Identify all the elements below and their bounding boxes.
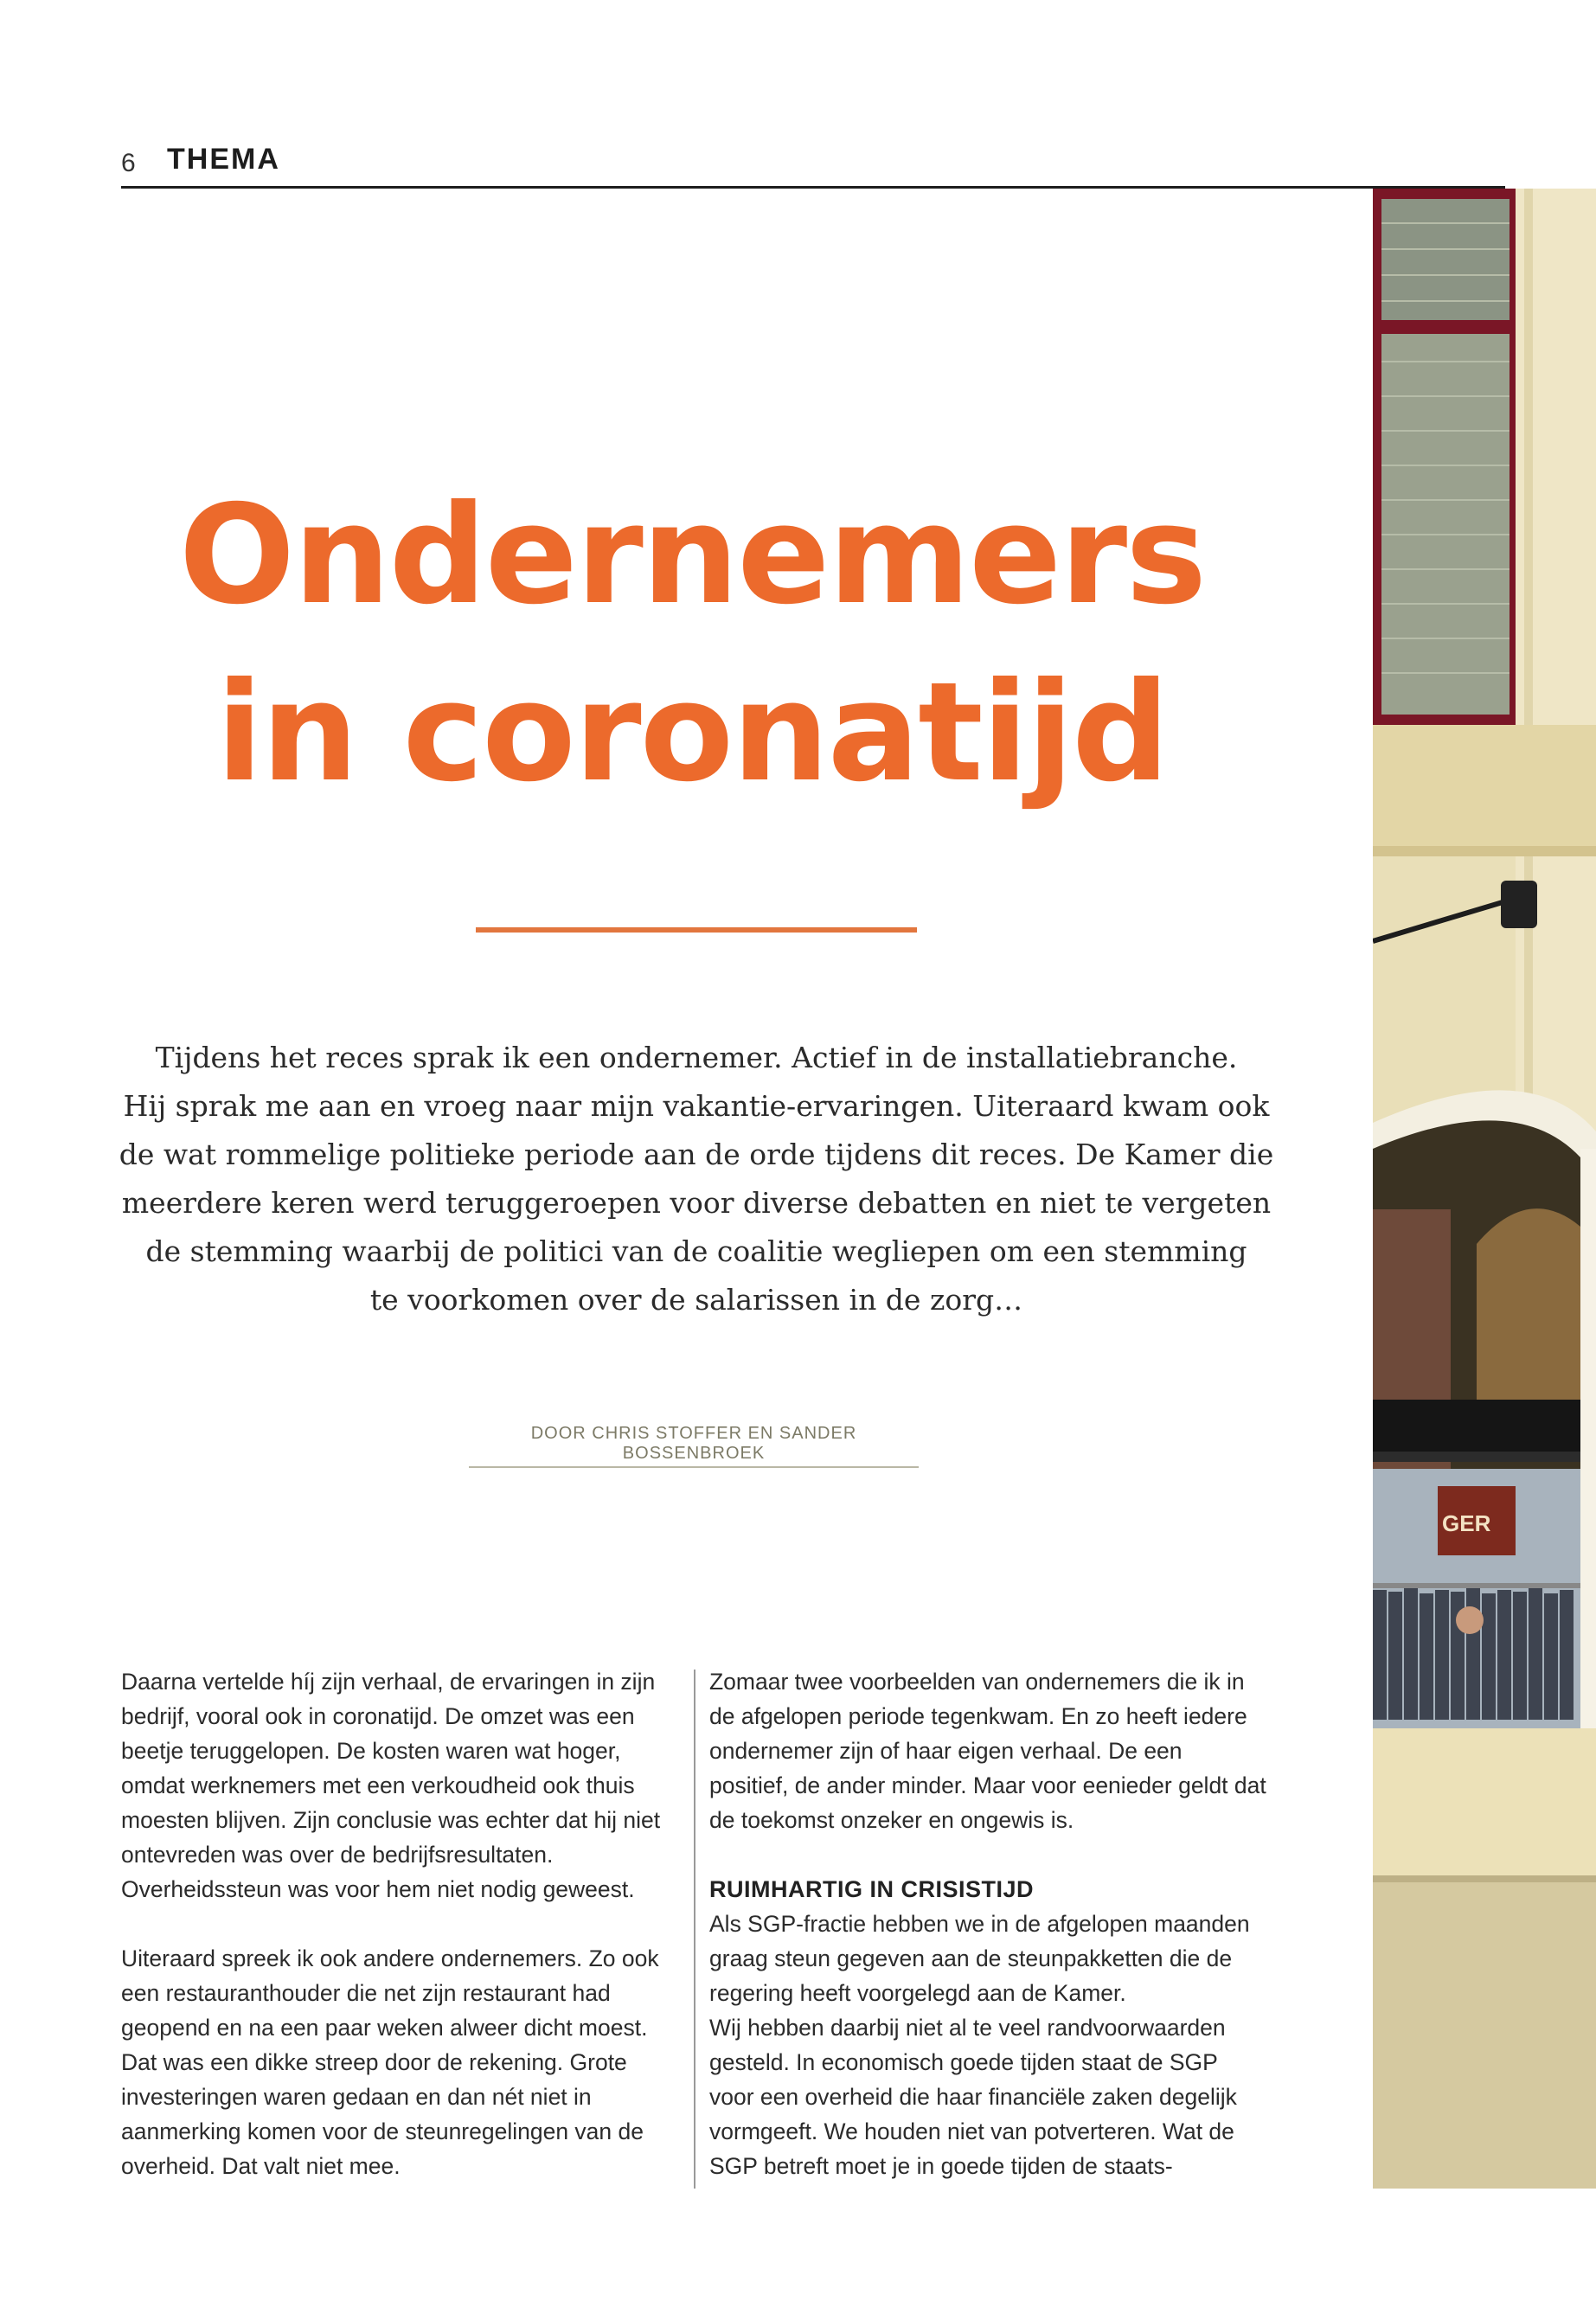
intro-line: te voorkomen over de salarissen in de zorg… [369,1283,1023,1317]
title-line-1: Ondernemers [178,476,1206,635]
body-paragraph: Zomaar twee voorbeelden van ondernemers die ik in de afgelopen periode tegenkwam. En zo heeft iedere ondernemer zijn of haar eigen verhaal. De een positief, de ander minder. Maar voor eenieder geldt dat de toekomst onzeker en ongewis is. [709,1669,1266,1833]
body-paragraph: Wij hebben daarbij niet al te veel randvoorwaarden gesteld. In economisch goede tijden staat de SGP voor een overheid die haar financiële zaken degelijk vormgeeft. We houden niet van potverteren. Wat de SGP betreft moet je in goede tijden de staats- [709,2015,1237,2179]
column-divider [694,1670,695,2189]
storefront-photo [1373,189,1596,2189]
page-number: 6 [121,149,136,177]
header-rule [121,186,1505,189]
body-paragraph: Daarna vertelde híj zijn verhaal, de ervaringen in zijn bedrijf, vooral ook in coronatijd. De omzet was een beetje teruggelopen. De kosten waren wat hoger, omdat werknemers met een verkoudheid ook thuis moesten blijven. Zijn conclusie was echter dat hij niet ontevreden was over de bedrijfsresultaten. Overheidssteun was voor hem niet nodig geweest. [121,1669,661,1902]
body-column-left [121,1664,679,2218]
intro-line: meerdere keren werd teruggeroepen voor diverse debatten en niet te vergeten [121,1186,1272,1220]
intro-line: de wat rommelige politieke periode aan de orde tijdens dit reces. De Kamer die [119,1138,1274,1171]
section-subheading: RUIMHARTIG IN CRISISTIJD [709,1876,1035,1902]
section-label: THEMA [167,143,280,176]
article-title [173,467,1211,822]
title-line-2: in coronatijd [215,653,1169,812]
title-underline [476,927,917,933]
intro-line: Tijdens het reces sprak ik een ondernemer. Actief in de installatiebranche. [155,1041,1238,1074]
body-paragraph: Als SGP-fractie hebben we in de afgelopen maanden graag steun gegeven aan de steunpakketten die de regering heeft voorgelegd aan de Kamer. [709,1911,1250,2006]
body-column-right [709,1664,1267,2218]
byline: DOOR CHRIS STOFFER EN SANDER BOSSENBROEK [469,1424,919,1468]
intro-paragraph [104,1034,1289,1324]
intro-line: de stemming waarbij de politici van de coalitie wegliepen om een stemming [145,1234,1247,1268]
body-paragraph: Uiteraard spreek ik ook andere ondernemers. Zo ook een restauranthouder die net zijn restaurant had geopend en na een paar weken alweer dicht moest. Dat was een dikke streep door de rekening. Grote investeringen waren gedaan en dan nét niet in aanmerking komen voor de steunregelingen van de overheid. Dat valt niet mee. [121,1945,659,2179]
shop-sign-text: GER [1442,1510,1491,1536]
intro-line: Hij sprak me aan en vroeg naar mijn vakantie-ervaringen. Uiteraard kwam ook [123,1089,1270,1123]
